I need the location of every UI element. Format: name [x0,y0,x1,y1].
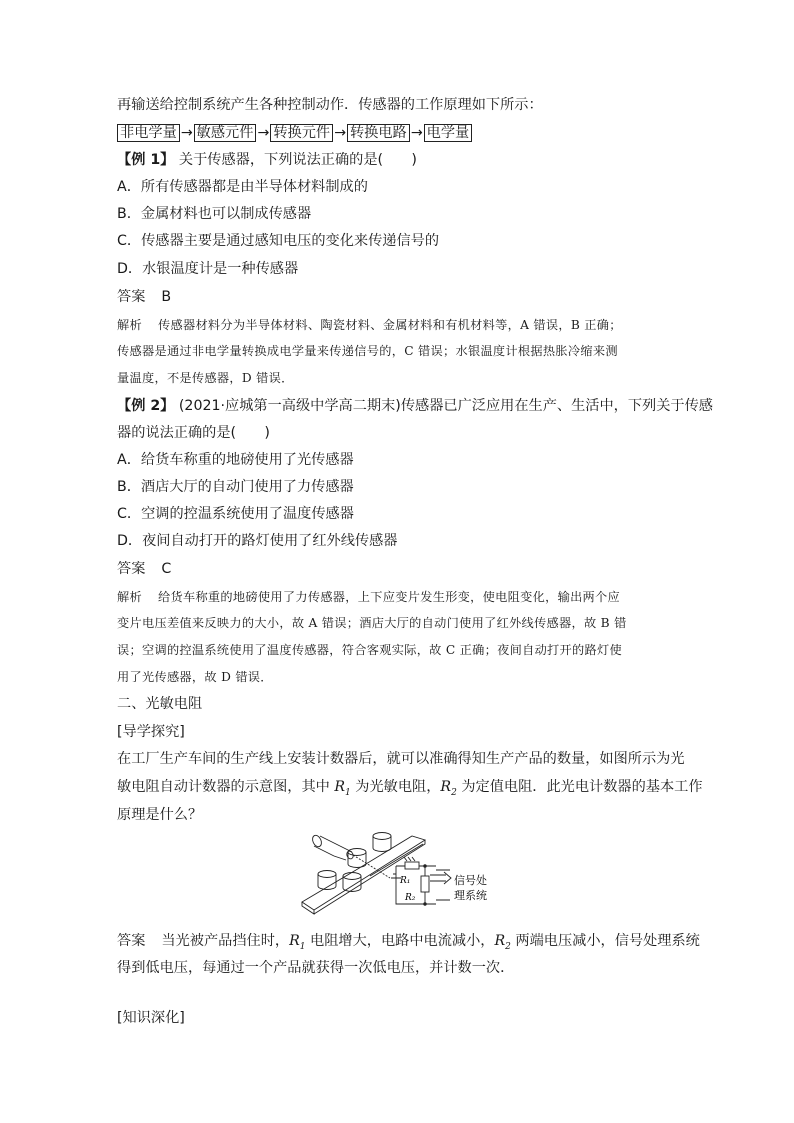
r2-subscript: 2 [505,941,511,952]
r1-symbol [289,933,306,952]
product-cylinder [373,833,391,852]
flow-arrow: → [257,125,270,141]
r-letter: R [494,933,506,949]
answer-text: 当光被产品挡住时， [161,933,290,949]
flow-arrow: → [180,125,193,141]
r1-symbol [334,779,351,798]
r1-label: R₁ [400,876,411,886]
r-letter: R [440,779,452,795]
r-letter: R [334,779,346,795]
answer-text: 两端电压减小，信号处理系统 [510,933,700,949]
paragraph-text: 为光敏电阻， [350,779,441,795]
example2-option-b: B．酒店大厅的自动门使用了力传感器 [117,479,354,495]
photoresistor-counter-diagram [300,830,512,916]
flow-arrow: → [334,125,346,141]
example2-tag: 【例 2】 [117,398,175,414]
intro-text: 再输送给控制系统产生各种控制动作．传感器的工作原理如下所示： [117,97,543,113]
r2-symbol [440,779,457,798]
explore-paragraph-line3: 原理是什么？ [117,807,203,823]
r-letter: R [289,933,300,949]
example2-question-line1 [117,396,713,416]
example1-question [117,150,417,170]
flow-box-conversion-element: 转换元件 [270,124,333,142]
section-heading: 二、光敏电阻 [117,696,203,712]
signal-label-line1: 信号处 [454,874,487,887]
output-arrow [430,872,451,884]
sensor-flow [117,123,472,143]
section2-answer-line1 [117,931,700,957]
flow-box-electric: 电学量 [424,124,473,142]
answer-value: C [161,561,172,577]
r2-symbol [494,933,511,952]
r1-subscript: 1 [299,941,306,952]
r2-label: R₂ [405,893,416,903]
answer-label: 答案 [117,933,146,949]
answer-label: 答案 [117,289,146,305]
example1-analysis-line1 [117,315,622,335]
example2-option-a: A．给货车称重的地磅使用了光传感器 [117,452,354,468]
explore-tag: [导学探究] [117,724,185,740]
example2-analysis-line1 [117,587,620,607]
r2-subscript: 2 [451,787,457,798]
paragraph-text: 为定值电阻．此光电计数器的基本工作 [456,779,703,795]
analysis-label: 解析 [117,318,142,332]
answer-text: 电阻增大，电路中电流减小， [305,933,495,949]
example1-analysis-line2: 传感器是通过非电学量转换成电学量来传递信号的，C 错误；水银温度计根据热胀冷缩来测 [117,344,618,358]
example1-tag: 【例 1】 [117,152,175,168]
paragraph-text: 敏电阻自动计数器的示意图，其中 [117,779,335,795]
analysis-label: 解析 [117,590,142,604]
answer-value: B [161,289,172,305]
product-cylinder [318,871,336,890]
example1-option-b: B．金属材料也可以制成传感器 [117,206,312,222]
example2-question-text: (2021·应城第一高级中学高二期末)传感器已广泛应用在生产、生活中，下列关于传感 [178,398,713,414]
section2-answer-line2: 得到低电压，每通过一个产品就获得一次低电压，并计数一次． [117,960,515,976]
explore-paragraph-line2 [117,777,703,803]
flow-box-nonelectric: 非电学量 [117,124,180,142]
example2-question-line2: 器的说法正确的是( ) [117,425,270,441]
example1-option-c: C．传感器主要是通过感知电压的变化来传递信号的 [117,233,440,249]
flow-box-sensitive: 敏感元件 [194,124,257,142]
example2-option-d: D．夜间自动打开的路灯使用了红外线传感器 [117,533,398,549]
example1-question-text: 关于传感器，下列说法正确的是( ) [178,152,417,168]
example2-analysis-line2: 变片电压差值来反映力的大小，故 A 错误；酒店大厅的自动门使用了红外线传感器，故 B 错 [117,616,627,630]
example1-answer [117,287,171,307]
analysis-text: 传感器材料分为半导体材料、陶瓷材料、金属材料和有机材料等，A 错误，B 正确； [157,318,622,332]
signal-label-line2: 理系统 [454,889,487,902]
analysis-text: 给货车称重的地磅使用了力传感器，上下应变片发生形变，使电阻变化，输出两个应 [157,590,621,604]
example2-analysis-line3: 误；空调的控温系统使用了温度传感器，符合客观实际，故 C 正确；夜间自动打开的路灯使 [117,643,622,657]
answer-label: 答案 [117,561,146,577]
example2-analysis-line4: 用了光传感器，故 D 错误． [117,670,273,684]
example2-option-c: C．空调的控温系统使用了温度传感器 [117,506,354,522]
flow-box-conversion-circuit: 转换电路 [347,124,410,142]
example1-option-a: A．所有传感器都是由半导体材料制成的 [117,179,368,195]
explore-paragraph-line1: 在工厂生产车间的生产线上安装计数器后，就可以准确得知生产产品的数量，如图所示为光 [117,751,685,767]
r1-subscript: 1 [345,787,351,798]
example1-option-d: D．水银温度计是一种传感器 [117,261,299,277]
deepen-tag: [知识深化] [117,1010,185,1026]
example2-answer [117,559,171,579]
example1-analysis-line3: 量温度，不是传感器，D 错误． [117,371,294,385]
flow-arrow: → [410,125,423,141]
